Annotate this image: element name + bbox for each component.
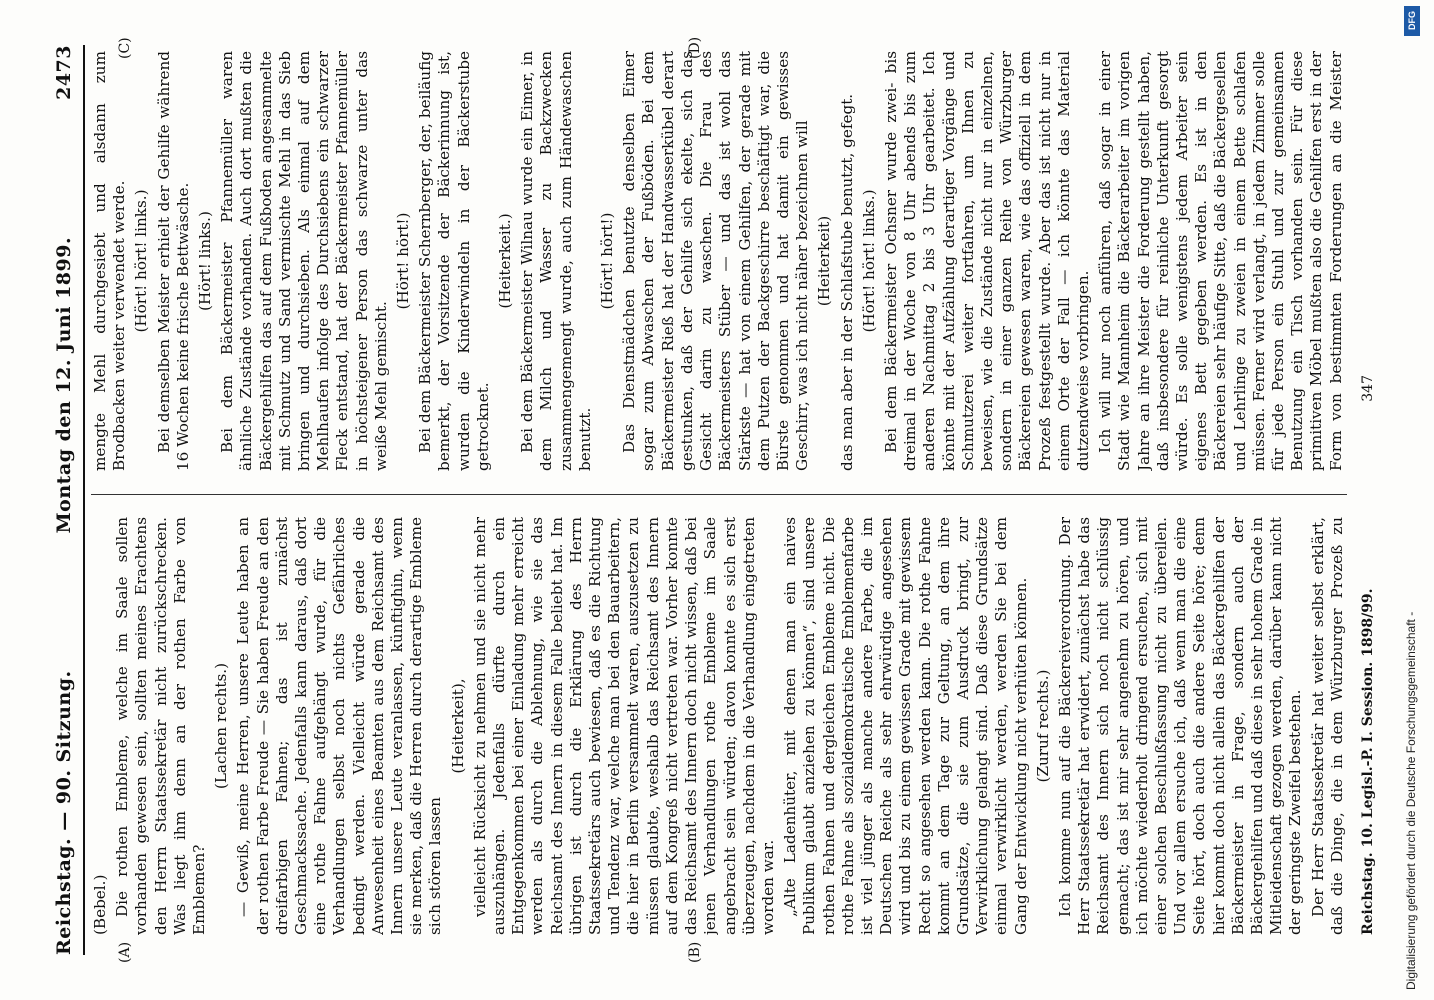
interjection: (Hört! links.) <box>196 211 215 311</box>
paragraph: Die rothen Embleme, welche im Saale sollen vorhanden gewesen sein, sollten meines Erachtens den Herrn Staatssekretär nicht zurückschrecken. Was liegt ihm denn an der rothen Farbe von Emblemen? <box>113 517 209 935</box>
digitization-sidebar <box>1400 0 1430 1000</box>
paragraph: — Gewiß, meine Herren, unsere Leute haben an der rothen Farbe Freude — Sie haben Freude an den dreifarbigen Fahnen; das ist zunächst Geschmackssache. Jedenfalls kann daraus, daß dort eine rothe Fahne aufgehängt wurde, für die Verhandlungen selbst noch nichts Gefährliches bedingt werden. Vielleicht würde gerade die Anwesenheit eines Beamten aus dem Reichsamt des Innern unsere Leute veranlassen, künftighin, wenn sie merken, daß die Herren durch derartige Embleme sich stören lassen <box>234 517 445 935</box>
paragraph: Bei dem Bäckermeister Schernberger, der, beiläufig bemerkt, der Vorsitzende der Bäckerinnung ist, wurden die Kinderwindeln in der Bäckerstube getrocknet. <box>416 51 492 471</box>
header-rule <box>83 45 85 955</box>
dfg-logo: DFG <box>1404 6 1420 36</box>
paragraph: das man aber in der Schlafstube benutzt, gefegt. <box>837 93 856 471</box>
column-divider <box>91 494 1347 495</box>
paragraph: Bei dem Bäckermeister Ochsner wurde zwei- bis dreimal in der Woche von 8 Uhr abends bis zum anderen Nachmittag 2 bis 3 Uhr gearbeitet. Ich könnte mit der Aufzählung derartiger Vorgänge und Schmutzerei weiter fortfahren, um Ihnen zu beweisen, wie die Zustände nicht nur in einzelnen, sondern in einer ganzen Reihe von Würzburger Bäckereien gewesen waren, wie das offiziell in dem Prozeß festgestellt wurde. Aber das ist nicht nur in einem Orte der Fall — ich könnte das Material dutzendweise vorbringen. <box>881 51 1092 471</box>
interjection: (Zuruf rechts.) <box>1033 669 1052 783</box>
interjection: (Heiterkeit.) <box>496 213 515 309</box>
speaker-name: (Bebel.) <box>91 874 109 935</box>
page-header <box>47 45 81 955</box>
header-date: Montag den 12. Juni 1899. <box>53 236 75 534</box>
interjection: (Heiterkeit), <box>448 678 467 774</box>
margin-marker-b: (B) <box>687 941 703 963</box>
paragraph: Der Herr Staatssekretär hat weiter selbst erklärt, daß die Dinge, die in dem Würzburger Prozeß zu <box>1308 517 1346 935</box>
paragraph: Ich komme nun auf die Bäckereiverordnung. Der Herr Staatssekretär hat erwidert, zunächst habe das Reichsamt des Innern sich noch nicht schlüssig gemacht; das ist mir sehr angenehm zu hören, und ich möchte wiederholt dringend ersuchen, sich mit einer solchen Beschlußfassung nicht zu übereilen. Und vor allem ersuche ich, daß wenn man die eine Seite hört, doch auch die andere Seite höre; denn hier kommt doch nicht allein das Bäckergehilfen der Bäckermeister in Frage, sondern auch der Bäckergehilfen und daß diese in sehr hohem Grade in Mitleidenschaft gezogen werden, darüber kann nicht der geringste Zweifel bestehen. <box>1055 517 1305 935</box>
paragraph: „Alte Ladenhüter, mit denen man ein naives Publikum glaubt anziehen zu können“, sind unsere rothen Fahnen und dergleichen Embleme nicht. Die rothe Fahne als sozialdemokratische Emblemenfarbe ist viel jünger als manche andere Farbe, die im Deutschen Reiche als sehr ehrwürdige angesehen wird und bis zu einem gewissen Grade mit gewissem Recht so angesehen werden kann. Die rothe Fahne kommt an dem Tage zur Geltung, an dem ihre Grundsätze, die sie zum Ausdruck bringt, zur Verwirklichung gelangt sind. Daß diese Grundsätze einmal verwirklicht werden, werden Sie bei dem Gang der Entwicklung nicht verhüten können. <box>781 517 1030 935</box>
left-text-column <box>91 517 1347 935</box>
page-number: 2473 <box>53 45 75 100</box>
interjection: (Lachen rechts.) <box>212 662 231 790</box>
footer-session: Reichstag. 10. Legisl.-P. I. Session. 1898/99. <box>1360 588 1376 935</box>
margin-marker-d: (D) <box>687 36 703 59</box>
footer-sheet-number: 347 <box>1360 375 1376 402</box>
paragraph: Ich will nur noch anführen, daß sogar in einer Stadt wie Mannheim die Bäckerarbeiter im vorigen Jahre an ihre Meister die Forderung gestellt haben, daß insbesondere für reinliche Unterkunft gesorgt würde. Es solle wenigstens jedem Arbeiter sein eigenes Bett gegeben werden. Es ist in den Bäckereien sehr häufige Sitte, daß die Bäckergesellen und Lehrlinge zu zweien in einem Bette schlafen müssen. Ferner wird verlangt, in jedem Zimmer solle für jede Person ein Stuhl und zur gemeinsamen Benutzung ein Tisch vorhanden sein. Für diese primitiven Möbel mußten also die Gehilfen erst in der Form von bestimmten Forderungen an die Meister <box>1096 51 1345 471</box>
interjection: (Hört! hört!) <box>394 212 413 310</box>
rotated-page-content <box>47 35 1387 965</box>
paragraph: mengte Mehl durchgesiebt und alsdann zum Brodbacken weiter verwendet werde. <box>91 51 129 471</box>
interjection: (Hört! hört! links.) <box>859 189 878 333</box>
header-left: Reichstag. — 90. Sitzung. <box>53 670 75 955</box>
paragraph: Bei dem Bäckermeister Wilnau wurde ein Eimer, in dem Milch und Wasser zu Backzwecken zusammengemengt wurde, auch zum Händewaschen benutzt. <box>518 51 594 471</box>
page-footer <box>1355 45 1381 935</box>
interjection: (Hört! hört!) <box>598 212 617 310</box>
paragraph: Bei dem Bäckermeister Pfannemüller waren ähnliche Zustände vorhanden. Auch dort mußten die Bäckergehilfen das auf dem Fußboden angesammelte mit Schmutz und Sand vermischte Mehl in das Sieb bringen und durchsieben. Als einmal auf dem Mehlhaufen infolge des Durchsiebens ein schwarzer Fleck entstand, hat der Bäckermeister Pfannemüller in höchsteigener Person das schwarze unter das weiße Mehl gemischt. <box>218 51 390 471</box>
digitization-credit: Digitalisierung gefördert durch die Deutsche Forschungsgemeinschaft - <box>1404 611 1418 990</box>
interjection: (Heiterkeit) <box>815 215 834 307</box>
margin-marker-a: (A) <box>117 941 133 963</box>
margin-marker-c: (C) <box>117 37 133 59</box>
paragraph: Bei demselben Meister erhielt der Gehilfe während 16 Wochen keine frische Bettwäsche. <box>154 51 192 471</box>
interjection: (Hört! hört! links.) <box>132 189 151 333</box>
right-text-column <box>91 51 1347 471</box>
paragraph: vielleicht Rücksicht zu nehmen und sie nicht mehr auszuhängen. Jedenfalls dürfte durch ein Entgegenkommen bei einer Einladung mehr erreicht werden als durch die Ablehnung, wie sie das Reichsamt des Innern in diesem Falle beliebt hat. Im übrigen ist durch die Erklärung des Herrn Staatssekretärs auch bewiesen, daß es die Richtung und Tendenz war, welche man bei den Bauarbeitern, die hier in Berlin versammelt waren, auszusetzen zu müssen glaubte, weshalb das Reichsamt des Innern auf dem Kongreß nicht vertreten war. Vorher konnte das Reichsamt des Innern doch nicht wissen, daß bei jenen Verhandlungen rothe Embleme im Saale angebracht sein würden; davon konnte es sich erst überzeugen, nachdem in die Verhandlung eingetreten worden war. <box>470 517 777 935</box>
paragraph: Das Dienstmädchen benutzte denselben Eimer sogar zum Abwaschen der Fußböden. Bei dem Bäckermeister Rieß hat der Handwasserkübel derart gestunken, daß der Gehilfe sich ekelte, sich das Gesicht darin zu waschen. Die Frau des Bäckermeisters Stüber — und das ist wohl das Stärkste — hat von einem Gehilfen, der gerade mit dem Putzen der Backgeschirre beschäftigt war, die Bürste genommen und hat damit ein gewisses Geschirr, was ich nicht näher bezeichnen will <box>620 51 812 471</box>
